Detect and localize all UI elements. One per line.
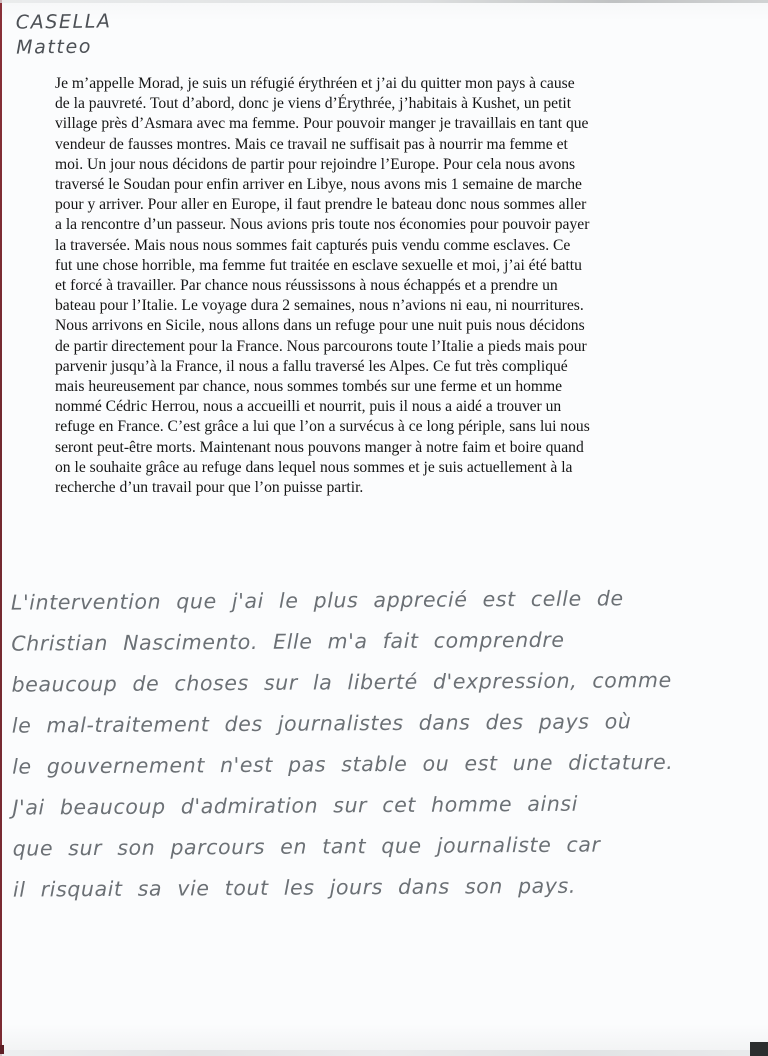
handwritten-line: il risquait sa vie tout les jours dans son pays. xyxy=(12,873,577,902)
essay-line: Je m’appelle Morad, je suis un réfugié érythréen et j’ai du quitter mon pays à cause xyxy=(55,75,575,92)
scan-edge-bottom xyxy=(0,1050,768,1056)
essay-line: fut une chose horrible, ma femme fut traitée en esclave sexuelle et moi, j’ai été battu xyxy=(55,256,582,274)
scan-edge-left xyxy=(0,0,2,1056)
essay-line: village près d’Asmara avec ma femme. Pour pouvoir manger je travaillais en tant que xyxy=(55,115,589,133)
handwritten-line: beaucoup de choses sur la liberté d'expression, comme xyxy=(11,668,672,697)
essay-line: pour y arriver. Pour aller en Europe, il faut prendre le bateau donc nous sommes aller xyxy=(55,196,587,214)
essay-line: bateau pour l’Italie. Le voyage dura 2 semaines, nous n’avions ni eau, ni nourritures. xyxy=(55,297,584,315)
handwritten-answer xyxy=(11,577,763,910)
essay-line: seront peut-être morts. Maintenant nous pouvons manger à notre faim et boire quand xyxy=(55,438,584,456)
essay-line: la traversée. Mais nous nous sommes fait capturés puis vendu comme esclaves. Ce xyxy=(55,236,571,254)
student-name xyxy=(16,9,112,60)
essay-line: traversé le Soudan pour enfin arriver en Libye, nous avons mis 1 semaine de marche xyxy=(55,176,582,194)
essay-line: de partir directement pour la France. Nous parcourons toute l’Italie a pieds mais pour xyxy=(55,337,587,355)
handwritten-line: Christian Nascimento. Elle m'a fait comprendre xyxy=(11,627,565,656)
handwritten-line: le mal-traitement des journalistes dans des pays où xyxy=(11,709,632,738)
essay-line: on le souhaite grâce au refuge dans lequel nous sommes et je suis actuellement à la xyxy=(55,458,573,476)
essay-line: Nous arrivons en Sicile, nous allons dans un refuge pour une nuit puis nous décidons xyxy=(55,317,585,335)
handwritten-line: le gouvernement n'est pas stable ou est une dictature. xyxy=(12,750,674,779)
scan-corner-mark-bottom-left xyxy=(0,1045,4,1054)
essay-line: et forcé à travailler. Par chance nous réussissons à nous échappés et a prendre un xyxy=(55,277,558,295)
essay-line: recherche d’un travail pour que l’on puisse partir. xyxy=(55,479,364,497)
essay-line: mais heureusement par chance, nous sommes tombés sur une ferme et un homme xyxy=(55,378,563,396)
handwritten-line: J'ai beaucoup d'admiration sur cet homme ainsi xyxy=(12,791,579,820)
essay-line: vendeur de fausses montres. Mais ce travail ne suffisait pas à nourrir ma femme et xyxy=(55,135,568,153)
handwritten-line: L'intervention que j'ai le plus apprecié est celle de xyxy=(10,586,624,615)
essay-line: nommé Cédric Herrou, nous a accueilli et nourrit, puis il nous a aidé a trouver un xyxy=(55,398,562,416)
essay-line: a la rencontre d’un passeur. Nous avions pris toute nos économies pour pouvoir payer xyxy=(55,216,590,234)
handwritten-line: que sur son parcours en tant que journaliste car xyxy=(12,832,601,861)
scan-corner-mark-bottom-right xyxy=(750,1042,768,1056)
essay-line: parvenir jusqu’à la France, il nous a fallu traversé les Alpes. Ce fut très compliqué xyxy=(55,357,568,375)
essay-line: refuge en France. C’est grâce a lui que l’on a survécus à ce long périple, sans lui nous xyxy=(55,418,590,436)
typed-essay xyxy=(55,74,723,498)
scan-edge-top xyxy=(0,0,768,3)
essay-line: de la pauvreté. Tout d’abord, donc je viens d’Érythrée, j’habitais à Kushet, un petit xyxy=(55,95,572,113)
student-last-name: CASELLA xyxy=(15,10,112,34)
essay-line: moi. Un jour nous décidons de partir pour rejoindre l’Europe. Pour cela nous avons xyxy=(55,155,576,173)
student-first-name: Matteo xyxy=(16,35,93,59)
